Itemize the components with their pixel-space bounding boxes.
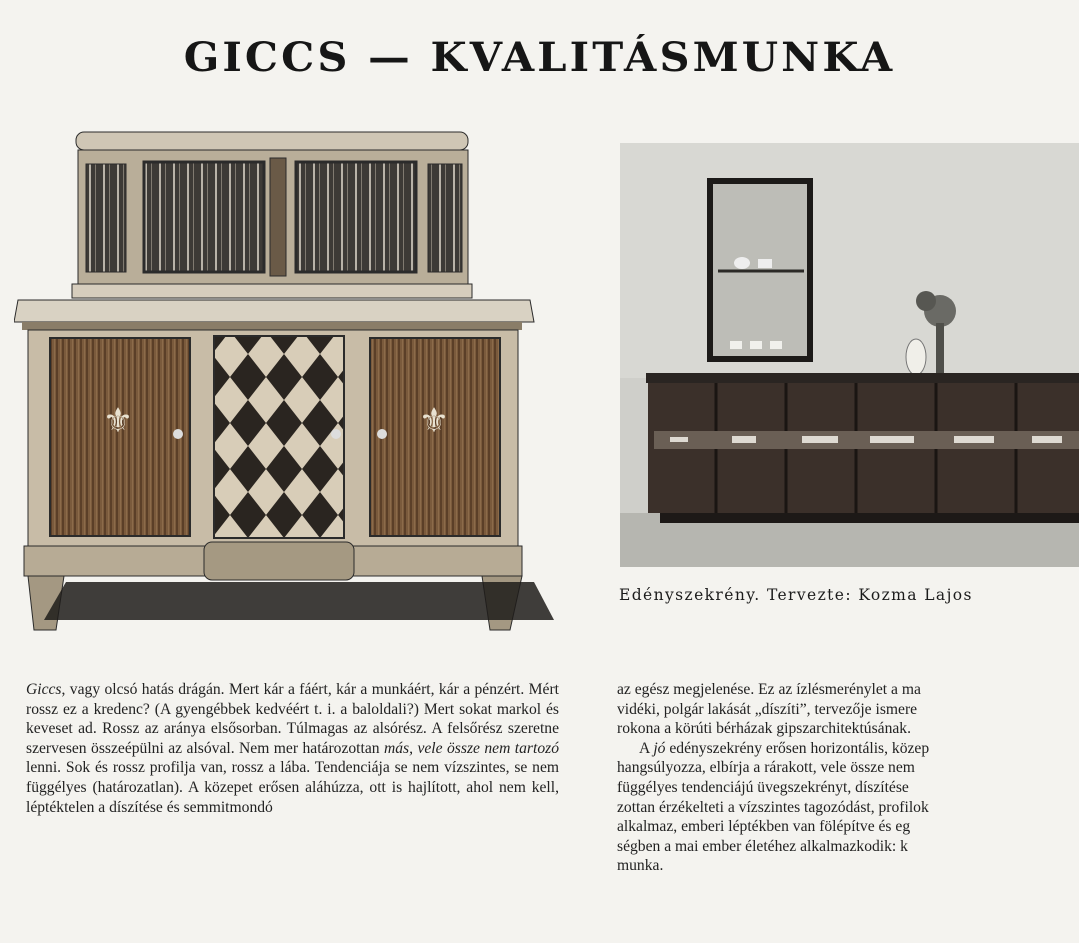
right-text: A xyxy=(639,739,654,757)
right-line: alkalmaz, emberi léptékben van fölépítve és eg xyxy=(617,818,911,836)
right-line: az egész megjelenése. Ez az ízlésmerénylet a ma xyxy=(617,681,921,698)
right-text: edényszekrény erősen horizontális, közep xyxy=(665,739,930,757)
lead-word: Giccs xyxy=(26,681,62,698)
page-title: GICCS — KVALITÁSMUNKA xyxy=(183,34,896,81)
right-emphasis: jó xyxy=(653,739,666,757)
right-line: munka. xyxy=(617,857,664,875)
right-line: ségben a mai ember életéhez alkalmazkodik: k xyxy=(617,837,908,855)
right-line: rokona a körúti bérházak gipszarchitektúsának. xyxy=(617,720,911,738)
left-column xyxy=(26,680,559,817)
svg-text:⚜: ⚜ xyxy=(418,401,450,441)
svg-text:⚜: ⚜ xyxy=(102,401,134,441)
left-paragraph xyxy=(26,680,559,817)
left-text-1: , vagy olcsó hatás drágán. Mert kár a fáért, kár a munkáért, kár a pénzért. Mért rossz ez a kredenc? (A gyengébbek kedvéért t. i. a baloldali?) Mert sokat markol és keveset ad. Rossz az aránya elsősorban. Túlmagas az alsórész. A felsőrész szeretne szervesen összeépülni az alsóval. Nem mer határozottan xyxy=(26,681,559,757)
sideboard-photo xyxy=(620,143,1079,567)
kitsch-credenza-illustration xyxy=(14,124,559,639)
right-line: zottan érzékelteti a vízszintes tagozódást, profilok xyxy=(617,798,929,816)
left-emphasis: más, vele össze nem tartozó xyxy=(384,739,559,757)
right-line: vidéki, polgár lakását „díszíti”, tervezője ismere xyxy=(617,700,918,718)
right-line: hangsúlyozza, elbírja a rárakott, vele össze nem xyxy=(617,759,915,777)
right-column xyxy=(617,680,1079,876)
right-line: függélyes tendenciájú üvegszekrényt, díszítése xyxy=(617,778,909,796)
right-paragraph-2-first-line xyxy=(617,739,1079,759)
left-text-2: lenni. Sok és rossz profilja van, rossz a lába. Tendenciája se nem vízszintes, se nem függélyes (határozatlan). A közepet erősen aláhúzza, ott is hajlított, ahol nem kell, léptéktelen a díszítése és semmitmondó xyxy=(26,759,559,816)
photo-caption: Edényszekrény. Tervezte: Kozma Lajos xyxy=(619,586,973,604)
